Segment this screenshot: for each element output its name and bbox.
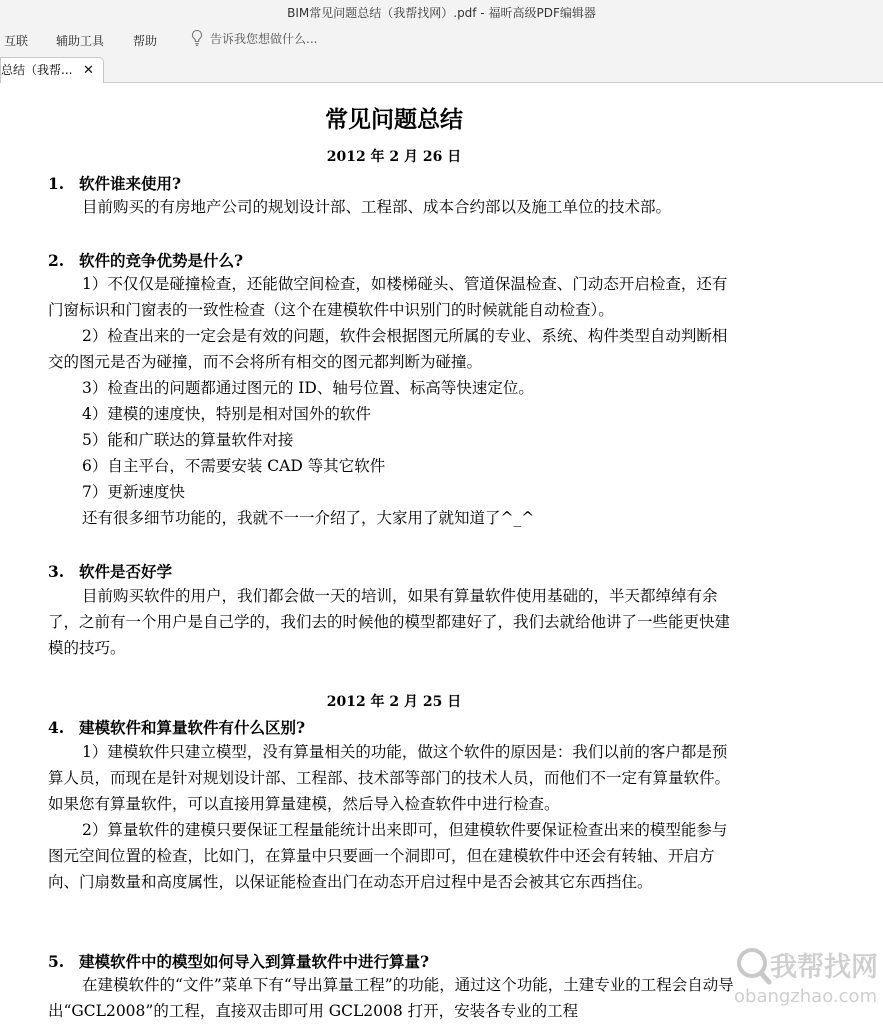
document-page bbox=[0, 83, 883, 1020]
section-number: 2. bbox=[48, 251, 65, 270]
menu-item-connect[interactable]: 互联 bbox=[4, 34, 29, 48]
document-tab-strip bbox=[0, 54, 883, 83]
paragraph: 7）更新速度快 bbox=[82, 483, 185, 501]
section-title: 软件的竞争优势是什么? bbox=[79, 251, 244, 270]
date-heading: 2012 年 2 月 26 日 bbox=[326, 149, 462, 165]
section-heading bbox=[48, 249, 243, 271]
site-watermark bbox=[732, 936, 883, 1010]
document-tab-label: 总结（我帮... bbox=[1, 63, 73, 77]
section-heading bbox=[48, 560, 172, 582]
paragraph: 在建模软件的“文件”菜单下有“导出算量工程”的功能，通过这个功能，土建专业的工程会自动导出“GCL2008”的工程，直接双击即可用 GCL2008 打开，安装各专业的工程 bbox=[48, 976, 734, 1020]
watermark-url: obangzhao.com bbox=[734, 986, 878, 1007]
watermark-text: 我帮找网 bbox=[770, 952, 878, 983]
paragraph: 4）建模的速度快，特别是相对国外的软件 bbox=[82, 405, 371, 423]
section-heading bbox=[48, 172, 181, 194]
lightbulb-icon bbox=[190, 29, 204, 47]
section-heading bbox=[48, 950, 429, 972]
document-tab[interactable] bbox=[0, 57, 104, 83]
section-title: 建模软件中的模型如何导入到算量软件中进行算量? bbox=[79, 952, 430, 971]
document-title: 常见问题总结 bbox=[325, 106, 463, 133]
section-title: 软件是否好学 bbox=[79, 562, 173, 581]
close-icon[interactable]: ✕ bbox=[83, 63, 94, 78]
paragraph: 2）检查出来的一定会是有效的问题，软件会根据图元所属的专业、系统、构件类型自动判断相交的图元是否为碰撞，而不会将所有相交的图元都判断为碰撞。 bbox=[48, 327, 728, 371]
tell-me-search[interactable] bbox=[190, 29, 317, 47]
date-heading: 2012 年 2 月 25 日 bbox=[326, 694, 462, 710]
paragraph: 3）检查出的问题都通过图元的 ID、轴号位置、标高等快速定位。 bbox=[82, 379, 534, 397]
paragraph: 1）建模软件只建立模型，没有算量相关的功能，做这个软件的原因是：我们以前的客户都是预算人员，而现在是针对规划设计部、工程部、技术部等部门的技术人员，而他们不一定有算量软件。如果您有算量软件，可以直接用算量建模，然后导入检查软件中进行检查。 bbox=[48, 743, 731, 813]
title-bar bbox=[0, 0, 883, 26]
section-number: 4. bbox=[48, 718, 65, 737]
paragraph: 6）自主平台，不需要安装 CAD 等其它软件 bbox=[82, 457, 386, 475]
paragraph: 1）不仅仅是碰撞检查，还能做空间检查，如楼梯碰头、管道保温检查、门动态开启检查，还有门窗标识和门窗表的一致性检查（这个在建模软件中识别门的时候就能自动检查）。 bbox=[48, 275, 728, 319]
menu-item-help[interactable]: 帮助 bbox=[133, 34, 158, 48]
tell-me-placeholder: 告诉我您想做什么... bbox=[210, 31, 318, 46]
menu-item-accessory-tools[interactable]: 辅助工具 bbox=[56, 34, 105, 48]
window-title: BIM常见问题总结（我帮找网）.pdf - 福昕高级PDF编辑器 bbox=[287, 6, 596, 20]
paragraph: 2）算量软件的建模只要保证工程量能统计出来即可，但建模软件要保证检查出来的模型能参与图元空间位置的检查，比如门，在算量中只要画一个洞即可，但在建模软件中还会有转轴、开启方向、门扇数量和高度属性，以保证能检查出门在动态开启过程中是否会被其它东西挡住。 bbox=[48, 821, 728, 891]
paragraph: 目前购买的有房地产公司的规划设计部、工程部、成本合约部以及施工单位的技术部。 bbox=[82, 198, 672, 216]
paragraph: 还有很多细节功能的，我就不一一介绍了，大家用了就知道了^_^ bbox=[82, 509, 535, 527]
paragraph: 目前购买软件的用户，我们都会做一天的培训，如果有算量软件使用基础的，半天都绰绰有余了，之前有一个用户是自己学的，我们去的时候他的模型都建好了，我们去就给他讲了一些能更快建模的技巧。 bbox=[48, 587, 731, 657]
paragraph: 5）能和广联达的算量软件对接 bbox=[82, 431, 294, 449]
section-title: 建模软件和算量软件有什么区别? bbox=[79, 718, 306, 737]
section-number: 1. bbox=[48, 174, 65, 193]
section-heading bbox=[48, 716, 305, 738]
menu-bar bbox=[0, 26, 883, 54]
section-title: 软件谁来使用? bbox=[79, 174, 182, 193]
section-number: 3. bbox=[48, 562, 65, 581]
section-number: 5. bbox=[48, 952, 65, 971]
